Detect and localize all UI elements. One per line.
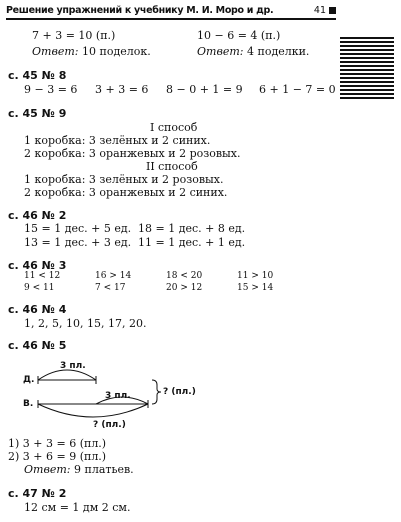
- answer-word: Ответ:: [24, 463, 71, 476]
- s46-3-comparison: 18 < 20: [166, 271, 203, 281]
- header-title: Решение упражнений к учебнику М. И. Моро и др.: [6, 5, 274, 16]
- section-heading-46-2: с. 46 № 2: [8, 209, 67, 222]
- s46-2-row2-col2: 11 = 1 дес. + 1 ед.: [138, 236, 246, 249]
- section-heading-45-9: с. 45 № 9: [8, 107, 67, 120]
- page-header: [6, 4, 336, 20]
- s46-3-comparison: 20 > 12: [166, 283, 203, 293]
- diagram-mid-label: 3 пл.: [105, 391, 131, 401]
- s45-8-item: 8 − 0 + 1 = 9: [166, 83, 243, 96]
- diagram-label-d: Д.: [23, 375, 35, 385]
- section-heading-46-3: с. 46 № 3: [8, 259, 67, 272]
- s45-8-item: 9 − 3 = 6: [24, 83, 78, 96]
- method-2-title: II способ: [146, 160, 198, 173]
- s46-5-step-2: 2) 3 + 6 = 9 (пл.): [8, 450, 107, 463]
- method-1-title: I способ: [150, 121, 198, 134]
- bottom-arc: [38, 404, 148, 417]
- top-right-expression: 10 − 6 = 4 (п.): [197, 29, 281, 42]
- method-1-line-1: 1 коробка: 3 зелёных и 2 синих.: [24, 134, 211, 147]
- s46-3-comparison: 7 < 17: [95, 283, 126, 293]
- page-number: 41: [314, 5, 336, 16]
- s46-3-comparison: 15 > 14: [237, 283, 274, 293]
- diagram-brace-label: ? (пл.): [163, 387, 196, 397]
- s46-3-comparison: 11 > 10: [237, 271, 274, 281]
- top-left-expression: 7 + 3 = 10 (п.): [32, 29, 116, 42]
- method-2-line-2: 2 коробка: 3 оранжевых и 2 синих.: [24, 186, 228, 199]
- method-2-line-1: 1 коробка: 3 зелёных и 2 розовых.: [24, 173, 224, 186]
- diagram-bottom-label: ? (пл.): [93, 420, 126, 430]
- top-right-answer-line: [197, 45, 309, 58]
- s46-5-answer: 9 платьев.: [74, 463, 134, 476]
- s46-4-sequence: 1, 2, 5, 10, 15, 17, 20.: [24, 317, 147, 330]
- s46-3-comparison: 9 < 11: [24, 283, 55, 293]
- diagram-label-v: В.: [23, 399, 34, 409]
- s46-3-comparison: 11 < 12: [24, 271, 61, 281]
- diagram-top-label: 3 пл.: [60, 361, 86, 371]
- answer-word: Ответ:: [32, 45, 79, 58]
- section-heading-46-4: с. 46 № 4: [8, 303, 67, 316]
- s46-2-row1-col2: 18 = 1 дес. + 8 ед.: [138, 222, 246, 235]
- top-left-answer-line: [32, 45, 151, 58]
- section-heading-45-8: с. 45 № 8: [8, 69, 67, 82]
- margin-stripes-decoration: [340, 37, 394, 101]
- s45-8-item: 6 + 1 − 7 = 0: [259, 83, 336, 96]
- s46-2-row1-col1: 15 = 1 дес. + 5 ед.: [24, 222, 132, 235]
- section-heading-46-5: с. 46 № 5: [8, 339, 67, 352]
- section-heading-47-2: с. 47 № 2: [8, 487, 67, 500]
- method-1-line-2: 2 коробка: 3 оранжевых и 2 розовых.: [24, 147, 241, 160]
- s47-2-text: 12 см = 1 дм 2 см.: [24, 501, 131, 514]
- top-arc: [38, 370, 96, 380]
- top-right-answer: 4 поделки.: [247, 45, 310, 58]
- s45-8-item: 3 + 3 = 6: [95, 83, 149, 96]
- s46-3-comparison: 16 > 14: [95, 271, 132, 281]
- s46-2-row2-col1: 13 = 1 дес. + 3 ед.: [24, 236, 132, 249]
- answer-word: Ответ:: [197, 45, 244, 58]
- s46-5-answer-line: [24, 463, 134, 476]
- top-left-answer: 10 поделок.: [82, 45, 151, 58]
- brace: [152, 380, 161, 404]
- s46-5-step-1: 1) 3 + 3 = 6 (пл.): [8, 437, 107, 450]
